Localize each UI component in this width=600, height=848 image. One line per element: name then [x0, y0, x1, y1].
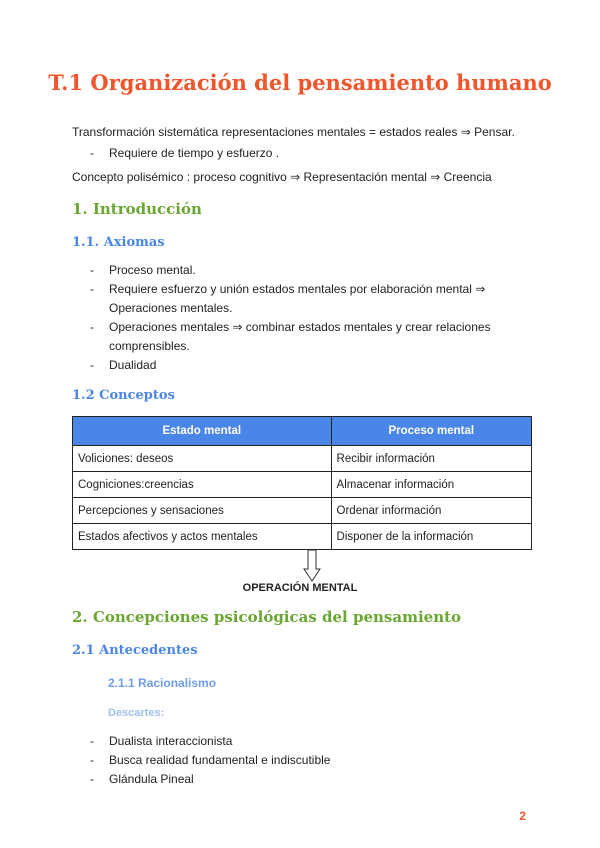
- column-header-proceso-mental: Proceso mental: [331, 417, 531, 446]
- table-cell: Almacenar información: [331, 472, 531, 498]
- list-item: - Requiere esfuerzo y unión estados mentales por elaboración mental ⇒ Operaciones mentales.: [72, 280, 512, 318]
- down-arrow-icon: [302, 549, 322, 583]
- list-item: - Busca realidad fundamental e indiscutible: [72, 751, 532, 770]
- list-item: - Operaciones mentales ⇒ combinar estados mentales y crear relaciones comprensibles.: [72, 318, 512, 356]
- table-cell: Disponer de la información: [331, 524, 531, 550]
- section-heading-concepciones: 2. Concepciones psicológicas del pensamiento: [72, 608, 462, 626]
- list-item: - Glándula Pineal: [72, 770, 532, 789]
- subsection-heading-conceptos: 1.2 Conceptos: [72, 388, 175, 403]
- list-item: - Proceso mental.: [72, 261, 512, 280]
- table-cell: Voliciones: deseos: [73, 446, 332, 472]
- list-item: - Dualidad: [72, 356, 512, 375]
- table-row: [73, 498, 532, 524]
- intro-block: [72, 124, 515, 191]
- subsection-heading-axiomas: 1.1. Axiomas: [72, 235, 165, 250]
- list-item: - Requiere de tiempo y esfuerzo .: [72, 144, 515, 163]
- subsection-heading-antecedentes: 2.1 Antecedentes: [72, 643, 198, 658]
- table-row: [73, 524, 532, 550]
- author-heading-descartes: Descartes:: [108, 707, 165, 719]
- table-cell: Cogniciones:creencias: [73, 472, 332, 498]
- descartes-list: [72, 732, 532, 789]
- table-row: [73, 472, 532, 498]
- axiomas-list: [72, 261, 512, 375]
- list-item: - Dualista interaccionista: [72, 732, 532, 751]
- concepts-table: [72, 416, 532, 550]
- table-cell: Percepciones y sensaciones: [73, 498, 332, 524]
- descartes-list-block: [72, 732, 532, 789]
- page-number: 2: [519, 809, 526, 823]
- table-cell: Ordenar información: [331, 498, 531, 524]
- intro-line-2: Concepto polisémico : proceso cognitivo ⇒ Representación mental ⇒ Creencia: [72, 170, 492, 184]
- table-cell: Recibir información: [331, 446, 531, 472]
- axiomas-list-block: [72, 261, 512, 375]
- subsubsection-heading-racionalismo: 2.1.1 Racionalismo: [108, 676, 217, 690]
- operation-mental-label: OPERACIÓN MENTAL: [242, 582, 358, 594]
- column-header-estado-mental: Estado mental: [73, 417, 332, 446]
- section-heading-introduccion: 1. Introducción: [72, 200, 202, 218]
- intro-line-1: Transformación sistemática representaciones mentales = estados reales ⇒ Pensar.: [72, 125, 515, 139]
- page-title: T.1 Organización del pensamiento humano: [48, 70, 552, 95]
- intro-bullets: [72, 144, 515, 163]
- table-cell: Estados afectivos y actos mentales: [73, 524, 332, 550]
- table-header-row: [73, 417, 532, 446]
- table-row: [73, 446, 532, 472]
